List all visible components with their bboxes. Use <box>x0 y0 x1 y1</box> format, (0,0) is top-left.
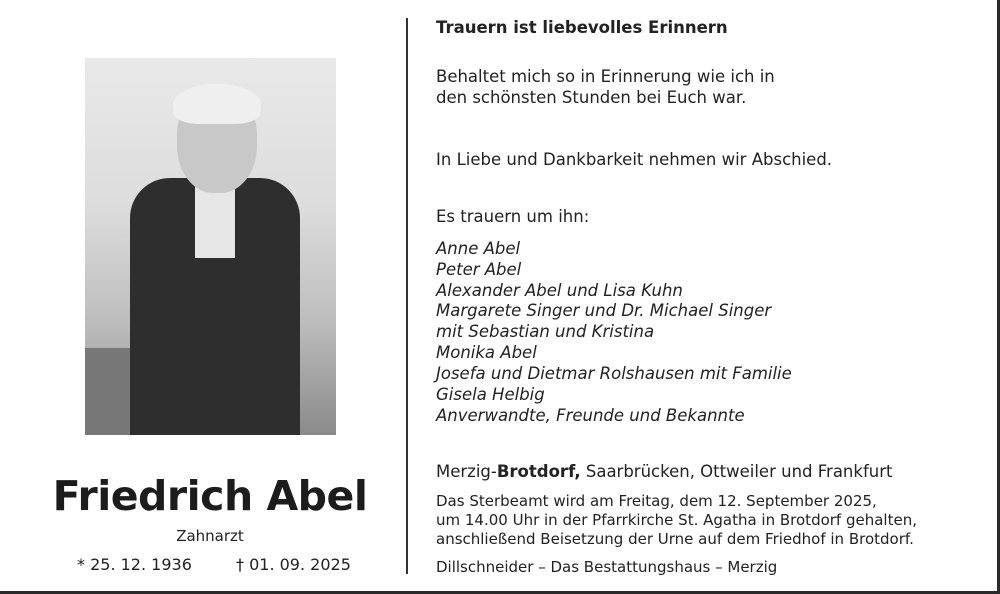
service-line: Das Sterbeamt wird am Freitag, dem 12. September 2025, <box>436 492 877 510</box>
mourner: mit Sebastian und Kristina <box>436 322 655 341</box>
portrait-photo <box>85 58 336 435</box>
mourners-intro: Es trauern um ihn: <box>436 207 590 226</box>
farewell: In Liebe und Dankbarkeit nehmen wir Abschied. <box>436 150 833 169</box>
birth-date: * 25. 12. 1936 <box>77 555 192 574</box>
mourner: Alexander Abel und Lisa Kuhn <box>436 281 683 300</box>
death-date: † 01. 09. 2025 <box>236 555 351 574</box>
funeral-home: Dillschneider – Das Bestattungshaus – Merzig <box>436 558 778 576</box>
verse-line: Behaltet mich so in Erinnerung wie ich in <box>436 67 775 86</box>
mourner: Margarete Singer und Dr. Michael Singer <box>436 301 772 320</box>
places-rest: Saarbrücken, Ottweiler und Frankfurt <box>580 462 893 481</box>
mourner: Anne Abel <box>436 239 521 258</box>
places <box>436 461 892 482</box>
mourner: Gisela Helbig <box>436 385 545 404</box>
mourner: Monika Abel <box>436 343 537 362</box>
mourner: Anverwandte, Freunde und Bekannte <box>436 406 745 425</box>
verse-line: den schönsten Stunden bei Euch war. <box>436 88 747 107</box>
deceased-name: Friedrich Abel <box>52 472 368 520</box>
profession: Zahnarzt <box>176 527 244 545</box>
places-bold: Brotdorf, <box>496 462 581 481</box>
mourner: Josefa und Dietmar Rolshausen mit Familie <box>436 364 792 383</box>
divider <box>406 18 408 574</box>
places-prefix: Merzig- <box>436 462 497 481</box>
mourner: Peter Abel <box>436 260 522 279</box>
heading: Trauern ist liebevolles Erinnern <box>436 18 728 37</box>
service-line: um 14.00 Uhr in der Pfarrkirche St. Agatha in Brotdorf gehalten, <box>436 511 917 529</box>
service-line: anschließend Beisetzung der Urne auf dem Friedhof in Brotdorf. <box>436 530 914 548</box>
